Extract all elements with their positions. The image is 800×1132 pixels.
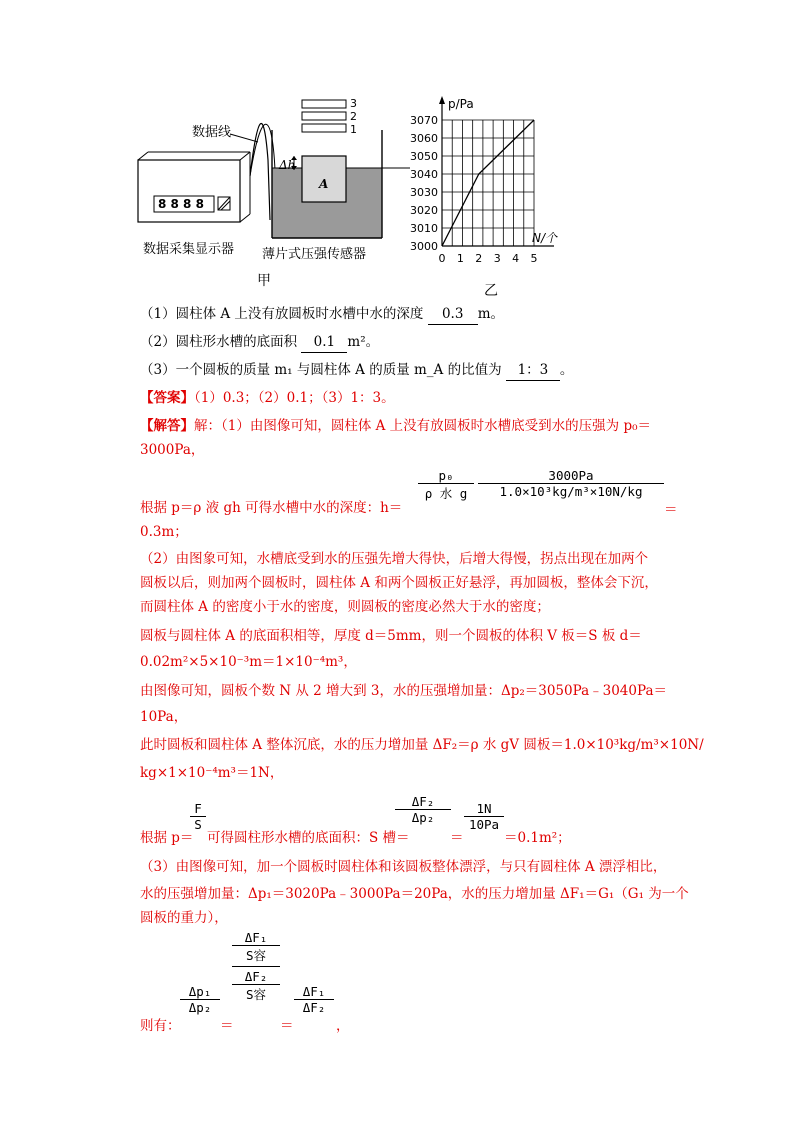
label-cylinder-a: A: [319, 177, 329, 191]
y-tick-label: 3050: [410, 150, 438, 163]
y-tick-label: 3020: [410, 204, 438, 217]
solution-tag: 【解答】: [140, 418, 194, 434]
y-tick-label: 3060: [410, 132, 438, 145]
x-tick-label: 5: [530, 252, 538, 265]
x-tick-label: 1: [456, 252, 464, 265]
fraction-numerator: ΔF₁: [302, 984, 326, 999]
question-3: [140, 360, 573, 381]
plate-number-2: 2: [350, 110, 357, 123]
fraction-compound-bottom: [232, 969, 280, 1003]
solution-line-10: 由图像可知，圆板个数 N 从 2 增大到 3，水的压强增加量：Δp₂＝3050Pa﹣3040Pa＝: [140, 683, 668, 699]
fraction-compound-top: [232, 930, 280, 964]
question-3-answer: 1：3: [506, 360, 560, 381]
caption-yi: 乙: [484, 283, 498, 299]
fraction-denominator: Δp₂: [188, 1000, 212, 1015]
solution-line-2: 3000Pa，: [140, 442, 205, 458]
question-3-end: 。: [559, 362, 574, 378]
pressure-chart: [398, 90, 578, 290]
fraction-numerator: ΔF₁: [244, 930, 268, 945]
fraction-h-numeric: [478, 468, 664, 499]
fraction-denominator: S容: [245, 987, 267, 1002]
data-series-line: [442, 120, 534, 246]
svg-text:8 8 8 8: 8 8 8 8: [158, 197, 204, 211]
equals-sign: ＝: [664, 502, 678, 518]
fraction-numerator: Δp₁: [188, 984, 212, 999]
fraction-denominator: S容: [245, 948, 267, 963]
fraction-numerator: ΔF₂: [411, 794, 435, 809]
plate-number-3: 3: [350, 97, 357, 110]
fraction-numerator: F: [194, 801, 202, 816]
solution-line-7: 而圆柱体 A 的密度小于水的密度，则圆板的密度必然大于水的密度；: [140, 599, 550, 615]
solution-line-13: kg×1×10⁻⁴m³＝1N，: [140, 765, 284, 781]
fraction-dp-ratio: [180, 984, 220, 1015]
fraction-denominator: 1.0×10³kg/m³×10N/kg: [499, 484, 643, 499]
solution-text-18: 则有：: [140, 1018, 181, 1034]
fraction-numerator: p₀: [438, 468, 454, 483]
fraction-s-symbolic: [395, 794, 451, 825]
solution-line-9: 0.02m²×5×10⁻³m＝1×10⁻⁴m³，: [140, 654, 357, 670]
solution-line-4: 0.3m；: [140, 524, 188, 540]
solution-line-17: 圆板的重力），: [140, 910, 228, 926]
fraction-denominator: 10Pa: [468, 817, 500, 832]
answer-line: [140, 388, 395, 408]
x-tick-label: 2: [475, 252, 483, 265]
y-tick-label: 3070: [410, 114, 438, 127]
solution-line-12: 此时圆板和圆柱体 A 整体沉底，水的压力增加量 ΔF₂＝ρ 水 gV 圆板＝1.0×10³kg/m³×10N/: [140, 737, 704, 753]
x-tick-label: 3: [493, 252, 501, 265]
caption-jia: 甲: [257, 273, 271, 289]
fraction-denominator: Δp₂: [411, 810, 435, 825]
y-tick-label: 3010: [410, 222, 438, 235]
question-1-unit: m。: [477, 306, 505, 322]
label-display: 数据采集显示器: [143, 242, 235, 257]
solution-text-14a: 根据 p＝: [140, 830, 194, 846]
solution-text-14d: ＝0.1m²；: [504, 830, 571, 846]
x-axis-label: N/个: [532, 231, 558, 245]
fraction-compound: [232, 930, 280, 1003]
solution-text-14b: 可得圆柱形水槽的底面积：S 槽＝: [207, 830, 410, 846]
x-tick-label: 4: [512, 252, 520, 265]
solution-end-comma: ，: [336, 1018, 350, 1034]
answer-text: （1）0.3；（2）0.1；（3）1：3。: [194, 390, 395, 406]
y-tick-label: 3000: [410, 240, 438, 253]
answer-tag: 【答案】: [140, 390, 194, 406]
y-axis-label: p/Pa: [448, 97, 474, 111]
fraction-numerator: ΔF₂: [244, 969, 268, 984]
label-sensor: 薄片式压强传感器: [262, 247, 367, 262]
equals-sign: ＝: [220, 1018, 234, 1034]
label-data-wire: 数据线: [192, 125, 232, 140]
equals-sign: ＝: [450, 830, 464, 846]
y-tick-label: 3030: [410, 186, 438, 199]
question-2-text: （2）圆柱形水槽的底面积: [140, 334, 298, 350]
solution-line-1: [140, 416, 651, 436]
question-1-text: （1）圆柱体 A 上没有放圆板时水槽中水的深度: [140, 306, 424, 322]
question-2: [140, 332, 379, 353]
question-1: [140, 304, 504, 325]
solution-line-5: （2）由图象可知，水槽底受到水的压强先增大得快，后增大得慢，拐点出现在加两个: [140, 551, 649, 567]
y-tick-label: 3040: [410, 168, 438, 181]
solution-line-11: 10Pa，: [140, 709, 188, 725]
equals-sign: ＝: [280, 1018, 294, 1034]
fraction-denominator: ρ 水 g: [424, 486, 468, 501]
fraction-denominator: S: [194, 817, 202, 832]
fraction-denominator: ΔF₂: [302, 1000, 326, 1015]
question-3-text: （3）一个圆板的质量 m₁ 与圆柱体 A 的质量 m_A 的比值为: [140, 362, 502, 378]
question-2-answer: 0.1: [301, 332, 347, 353]
plate-number-1: 1: [350, 123, 357, 136]
fraction-df-ratio: [294, 984, 334, 1015]
solution-line-3: 根据 p＝ρ 液 gh 可得水槽中水的深度：h＝: [140, 500, 403, 516]
solution-line-15: （3）由图像可知，加一个圆板时圆柱体和该圆板整体漂浮，与只有圆柱体 A 漂浮相比，: [140, 859, 667, 875]
fraction-numerator: 3000Pa: [548, 468, 594, 483]
question-1-answer: 0.3: [428, 304, 478, 325]
fraction-s-numeric: [464, 801, 504, 832]
fraction-p-def: [190, 801, 206, 832]
solution-line-16: 水的压强增加量：Δp₁＝3020Pa﹣3000Pa＝20Pa，水的压力增加量 ΔF₁＝G₁（G₁ 为一个: [140, 886, 689, 902]
y-axis-arrow: [439, 96, 445, 104]
solution-text-1: 解：（1）由图像可知，圆柱体 A 上没有放圆板时水槽底受到水的压强为 p₀＝: [194, 418, 652, 434]
label-dh: Δh: [279, 158, 296, 172]
fraction-h-symbolic: [418, 468, 474, 502]
solution-line-8: 圆板与圆柱体 A 的底面积相等，厚度 d＝5mm，则一个圆板的体积 V 板＝S 板 d＝: [140, 628, 642, 644]
question-2-unit: m²。: [347, 334, 380, 350]
solution-line-6: 圆板以后，则加两个圆板时，圆柱体 A 和两个圆板正好悬浮，再加圆板，整体会下沉，: [140, 575, 658, 591]
fraction-numerator: 1N: [476, 801, 492, 816]
x-tick-label: 0: [438, 252, 446, 265]
